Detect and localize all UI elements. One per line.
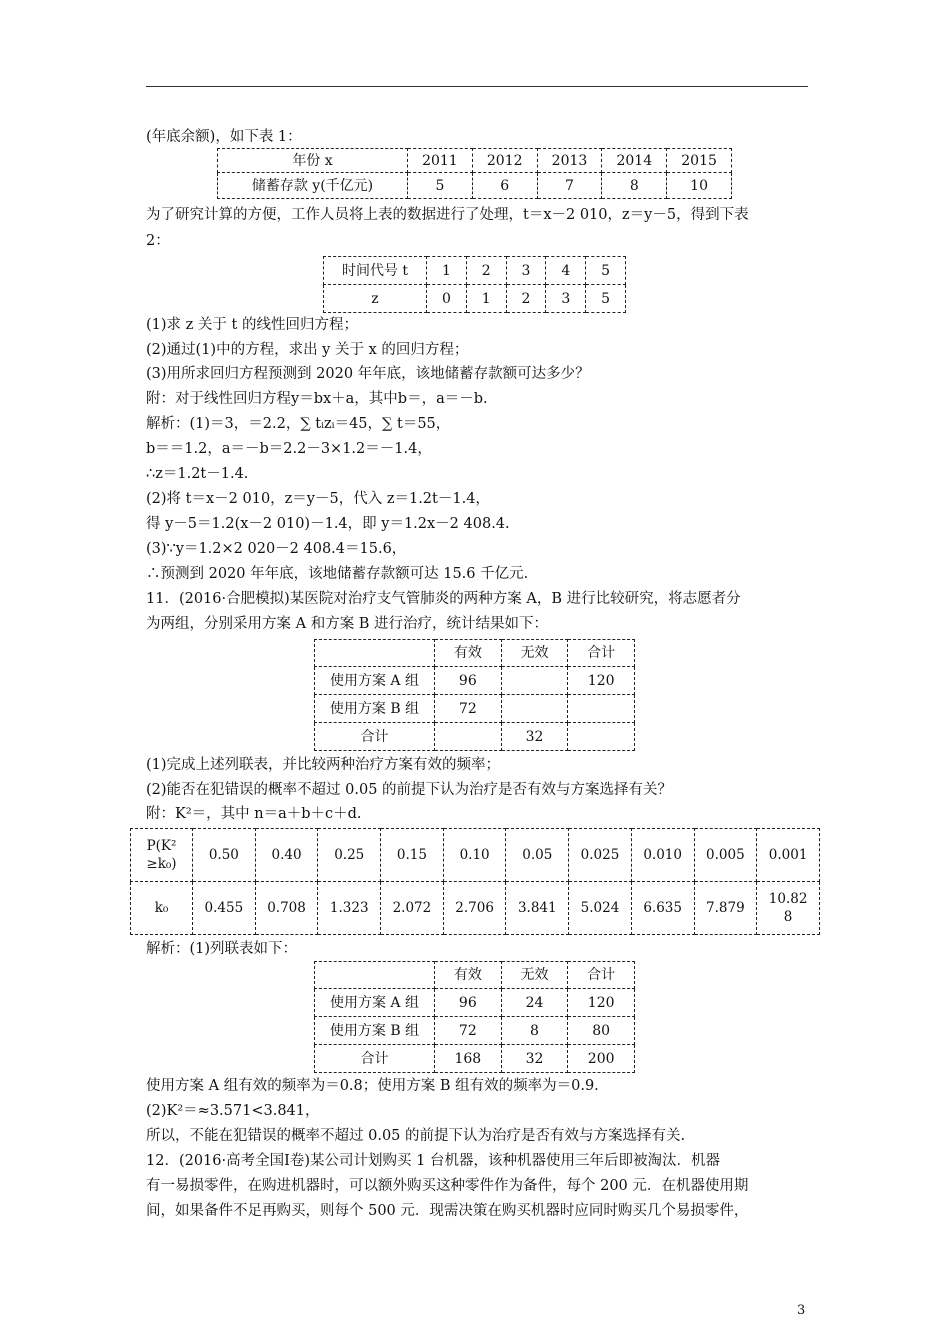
table-cell: 使用方案 A 组 bbox=[315, 667, 435, 695]
table-cell: 时间代号 t bbox=[324, 257, 427, 285]
text-line: 为两组，分别采用方案 A 和方案 B 进行治疗，统计结果如下： bbox=[146, 616, 549, 632]
table-cell: 0.05 bbox=[506, 829, 569, 882]
table-cell bbox=[501, 695, 568, 723]
table-cell: 年份 x bbox=[218, 149, 408, 173]
table-cell bbox=[757, 882, 820, 935]
table-cell: 72 bbox=[435, 695, 502, 723]
text-line: (2)通过(1)中的方程，求出 y 关于 x 的回归方程； bbox=[146, 342, 469, 358]
table-cell: 0.001 bbox=[757, 829, 820, 882]
table-cell: 0.708 bbox=[255, 882, 318, 935]
table-cell: 168 bbox=[435, 1045, 502, 1073]
table-cell bbox=[501, 667, 568, 695]
header-rule bbox=[146, 86, 808, 87]
text-line: 间，如果备件不足再购买，则每个 500 元．现需决策在购买机器时应同时购买几个易损零件， bbox=[146, 1203, 749, 1219]
text-line: 附：K²＝，其中 n＝a＋b＋c＋d. bbox=[146, 806, 362, 822]
table-cell: 32 bbox=[501, 1045, 568, 1073]
table-cell: 3 bbox=[546, 285, 586, 313]
text-line: (1)完成上述列联表，并比较两种治疗方案有效的频率； bbox=[146, 757, 501, 773]
text-line: 11．(2016·合肥模拟)某医院对治疗支气管肺炎的两种方案 A，B 进行比较研究，将志愿者分 bbox=[146, 591, 741, 607]
table-cell: 6.635 bbox=[631, 882, 694, 935]
text-line: b＝＝1.2，a＝－b＝2.2－3×1.2＝－1.4， bbox=[146, 441, 432, 457]
table-cell: 使用方案 B 组 bbox=[315, 1017, 435, 1045]
text-line: 有一易损零件，在购进机器时，可以额外购买这种零件作为备件，每个 200 元．在机器使用期 bbox=[146, 1178, 749, 1194]
table-cell: 5.024 bbox=[569, 882, 632, 935]
text-line: (2)K²＝≈3.571<3.841， bbox=[146, 1103, 320, 1119]
table-cell: 0.50 bbox=[193, 829, 256, 882]
table-cell: 2 bbox=[466, 257, 506, 285]
table-cell: 合计 bbox=[315, 1045, 435, 1073]
text-line: 解析：(1)＝3，＝2.2，∑ tᵢzᵢ＝45，∑ t＝55， bbox=[146, 416, 451, 432]
table-cell bbox=[435, 723, 502, 751]
table-cell bbox=[315, 962, 435, 989]
table-cell: 无效 bbox=[501, 640, 568, 667]
text-line: 附：对于线性回归方程y＝bx＋a，其中b＝，a＝－b. bbox=[146, 391, 488, 407]
table-cell: 使用方案 B 组 bbox=[315, 695, 435, 723]
table-cell: 2014 bbox=[602, 149, 667, 173]
table-cell: 7.879 bbox=[694, 882, 757, 935]
table-contingency-blank bbox=[314, 639, 635, 751]
table-cell: 0.455 bbox=[193, 882, 256, 935]
header-line: ≥k₀) bbox=[146, 856, 177, 872]
text-line: ∴z＝1.2t－1.4. bbox=[146, 466, 249, 482]
text-line: 解析：(1)列联表如下： bbox=[146, 941, 298, 957]
table-cell: 5 bbox=[586, 257, 626, 285]
table-cell: 0.15 bbox=[381, 829, 444, 882]
table-cell: 3 bbox=[506, 257, 546, 285]
table-cell: 2011 bbox=[408, 149, 473, 173]
table-cell: 2015 bbox=[667, 149, 732, 173]
table-cell: 80 bbox=[568, 1017, 635, 1045]
table-cell: k₀ bbox=[131, 882, 193, 935]
table-cell: 72 bbox=[435, 1017, 502, 1045]
table-cell: 10 bbox=[667, 173, 732, 199]
table-cell: 1.323 bbox=[318, 882, 381, 935]
table-cell: 0.010 bbox=[631, 829, 694, 882]
table-cell bbox=[315, 640, 435, 667]
table-transformed bbox=[323, 256, 626, 313]
table-cell: 合计 bbox=[568, 640, 635, 667]
table-savings bbox=[217, 148, 732, 199]
table-cell: 无效 bbox=[501, 962, 568, 989]
table-cell: 2.706 bbox=[443, 882, 506, 935]
table-cell: 200 bbox=[568, 1045, 635, 1073]
table-cell: 5 bbox=[408, 173, 473, 199]
text-line: (年底余额)，如下表 1： bbox=[146, 129, 302, 145]
table-cell: 2013 bbox=[537, 149, 602, 173]
table-cell: 合计 bbox=[315, 723, 435, 751]
table-contingency-full bbox=[314, 961, 635, 1073]
text-line: 所以，不能在犯错误的概率不超过 0.05 的前提下认为治疗是否有效与方案选择有关. bbox=[146, 1128, 686, 1144]
table-cell: 0.025 bbox=[569, 829, 632, 882]
text-line: (2)将 t＝x－2 010，z＝y－5，代入 z＝1.2t－1.4， bbox=[146, 491, 490, 507]
table-cell: 120 bbox=[568, 667, 635, 695]
table-cell bbox=[568, 695, 635, 723]
table-cell: 120 bbox=[568, 989, 635, 1017]
table-cell: 32 bbox=[501, 723, 568, 751]
table-cell: 使用方案 A 组 bbox=[315, 989, 435, 1017]
table-cell: 有效 bbox=[435, 640, 502, 667]
table-cell: 96 bbox=[435, 667, 502, 695]
table-cell: 0.10 bbox=[443, 829, 506, 882]
text-line: 2： bbox=[146, 233, 170, 249]
cell-line: 8 bbox=[783, 909, 793, 925]
table-cell: 5 bbox=[586, 285, 626, 313]
table-cell: z bbox=[324, 285, 427, 313]
table-critical-values bbox=[130, 828, 820, 935]
table-cell: 7 bbox=[537, 173, 602, 199]
table-cell bbox=[568, 723, 635, 751]
text-line: 12．(2016·高考全国Ⅰ卷)某公司计划购买 1 台机器，该种机器使用三年后即被淘汰．机器 bbox=[146, 1153, 720, 1169]
table-cell: 3.841 bbox=[506, 882, 569, 935]
table-cell: 0.40 bbox=[255, 829, 318, 882]
text-line: (3)用所求回归方程预测到 2020 年年底，该地储蓄存款额可达多少？ bbox=[146, 366, 590, 382]
text-line: (1)求 z 关于 t 的线性回归方程； bbox=[146, 317, 358, 333]
text-line: 得 y－5＝1.2(x－2 010)－1.4，即 y＝1.2x－2 408.4. bbox=[146, 516, 510, 532]
table-cell: 96 bbox=[435, 989, 502, 1017]
table-cell: 有效 bbox=[435, 962, 502, 989]
text-line: (2)能否在犯错误的概率不超过 0.05 的前提下认为治疗是否有效与方案选择有关？ bbox=[146, 782, 673, 798]
table-cell: 合计 bbox=[568, 962, 635, 989]
text-line: ∴预测到 2020 年年底，该地储蓄存款额可达 15.6 千亿元. bbox=[146, 566, 529, 582]
table-cell: 1 bbox=[427, 257, 467, 285]
table-cell: 2 bbox=[506, 285, 546, 313]
table-cell: 1 bbox=[466, 285, 506, 313]
table-cell: 8 bbox=[501, 1017, 568, 1045]
table-cell: 储蓄存款 y(千亿元) bbox=[218, 173, 408, 199]
text-line: (3)∵y＝1.2×2 020－2 408.4＝15.6， bbox=[146, 541, 407, 557]
table-cell: 2.072 bbox=[381, 882, 444, 935]
table-cell: 0.005 bbox=[694, 829, 757, 882]
table-cell: 8 bbox=[602, 173, 667, 199]
table-cell: 0.25 bbox=[318, 829, 381, 882]
table-cell: 24 bbox=[501, 989, 568, 1017]
text-line: 使用方案 A 组有效的频率为＝0.8；使用方案 B 组有效的频率为＝0.9. bbox=[146, 1078, 599, 1094]
table-cell: 6 bbox=[472, 173, 537, 199]
table-cell: 4 bbox=[546, 257, 586, 285]
text-line: 为了研究计算的方便，工作人员将上表的数据进行了处理，t＝x－2 010，z＝y－5，得到下表 bbox=[146, 207, 749, 223]
cell-line: 10.82 bbox=[768, 891, 808, 907]
table-header-cell bbox=[131, 829, 193, 882]
table-cell: 0 bbox=[427, 285, 467, 313]
page-number: 3 bbox=[797, 1303, 806, 1318]
header-line: P(K² bbox=[146, 838, 177, 854]
table-cell: 2012 bbox=[472, 149, 537, 173]
